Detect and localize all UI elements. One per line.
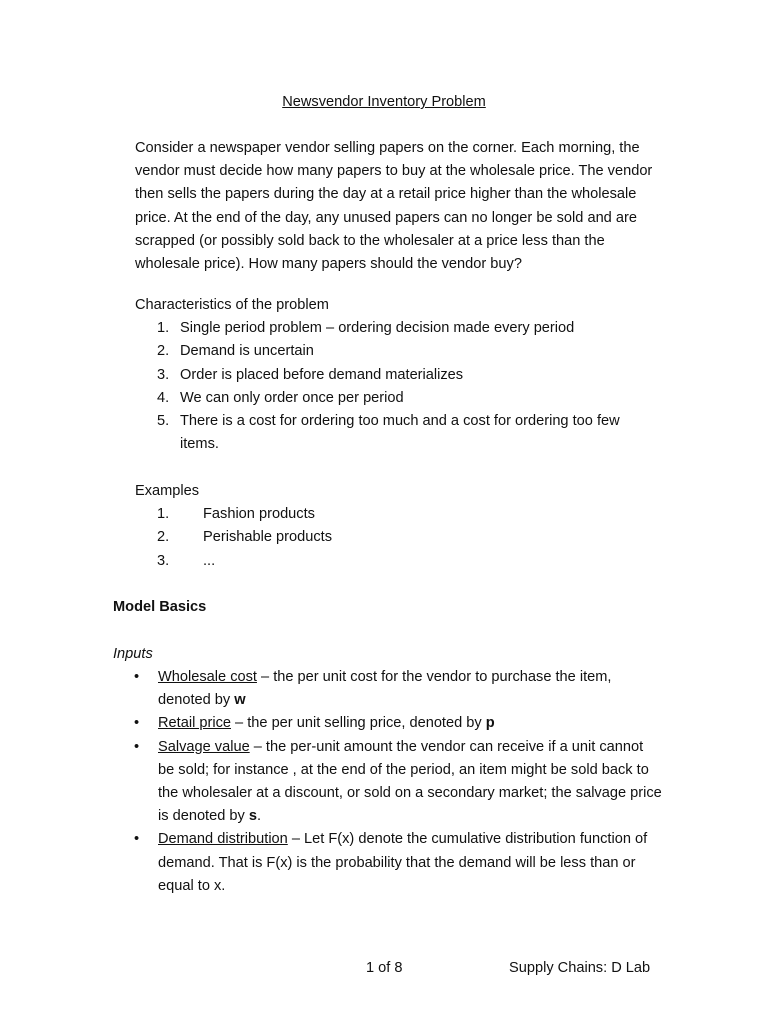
examples-heading: Examples — [135, 483, 200, 499]
symbol-s: s — [248, 808, 257, 825]
list-number: 3. — [157, 552, 170, 569]
list-item — [135, 526, 675, 549]
term-demand-distribution: Demand distribution — [158, 831, 288, 848]
list-item — [135, 387, 675, 410]
symbol-p: p — [485, 715, 495, 732]
model-basics-heading: Model Basics — [113, 599, 207, 615]
bullet-glyph: • — [134, 669, 140, 685]
list-item-text: Fashion products — [203, 506, 315, 523]
page-number: 1 of 8 — [366, 960, 403, 976]
list-number: 4. — [157, 389, 170, 406]
list-number: 1. — [157, 506, 170, 523]
document-title: Newsvendor Inventory Problem — [282, 94, 486, 110]
term-wholesale-cost: Wholesale cost — [158, 669, 257, 685]
inputs-list — [113, 666, 663, 898]
bullet-text: – the per unit selling price, denoted by — [231, 715, 486, 732]
bullet-glyph: • — [134, 738, 140, 755]
symbol-w: w — [234, 692, 246, 709]
list-item — [135, 317, 675, 340]
characteristics-list — [135, 317, 675, 456]
list-item-text: There is a cost for ordering too much and a cost for ordering too few items. — [180, 413, 620, 453]
list-number: 3. — [157, 366, 170, 383]
list-item — [113, 828, 663, 898]
list-item-text: ... — [203, 552, 216, 569]
list-item-text: Single period problem – ordering decision made every period — [180, 320, 575, 337]
list-item — [113, 666, 663, 712]
list-item — [135, 550, 675, 573]
list-number: 2. — [157, 343, 170, 360]
bullet-glyph: • — [134, 831, 140, 848]
characteristics-section — [135, 294, 675, 456]
list-number: 2. — [157, 529, 170, 546]
list-item — [113, 712, 663, 735]
list-item — [113, 736, 663, 829]
term-retail-price: Retail price — [158, 715, 231, 732]
list-item — [135, 410, 640, 456]
list-number: 5. — [157, 413, 170, 430]
intro-paragraph: Consider a newspaper vendor selling papers on the corner. Each morning, the vendor must decide how many papers to buy at the wholesale price. The vendor then sells the papers during the day at a retail price higher than the wholesale price. At the end of the day, any unused papers can no longer be sold and are scrapped (or possibly sold back to the wholesaler at a price less than the wholesale price). How many papers should the vendor buy? — [135, 140, 653, 273]
list-item-text: Perishable products — [203, 529, 332, 546]
list-item-text: Order is placed before demand materializes — [180, 366, 464, 383]
bullet-text: – the per unit cost for the vendor to purchase the item, denoted by — [158, 669, 612, 709]
list-item — [135, 340, 675, 363]
examples-list — [135, 503, 675, 573]
bullet-tail: . — [257, 808, 262, 825]
characteristics-heading: Characteristics of the problem — [135, 297, 329, 313]
term-salvage-value: Salvage value — [158, 738, 250, 755]
bullet-text: – Let F(x) denote the cumulative distribution function of demand. That is F(x) is the probability that the demand will be less than or equal to x. — [158, 831, 648, 894]
bullet-text: – the per-unit amount the vendor can receive if a unit cannot be sold; for instance , at the end of the period, an item might be sold back to the wholesaler at a discount, or sold on a secondary market; the salvage price is denoted by — [158, 738, 662, 825]
list-item-text: Demand is uncertain — [180, 343, 314, 360]
bullet-glyph: • — [134, 715, 140, 732]
inputs-label: Inputs — [113, 646, 153, 662]
list-item — [135, 364, 675, 387]
list-item-text: We can only order once per period — [180, 389, 404, 406]
list-item — [135, 503, 675, 526]
course-name: Supply Chains: D Lab — [509, 960, 651, 976]
examples-section — [135, 480, 675, 573]
list-number: 1. — [157, 320, 170, 337]
